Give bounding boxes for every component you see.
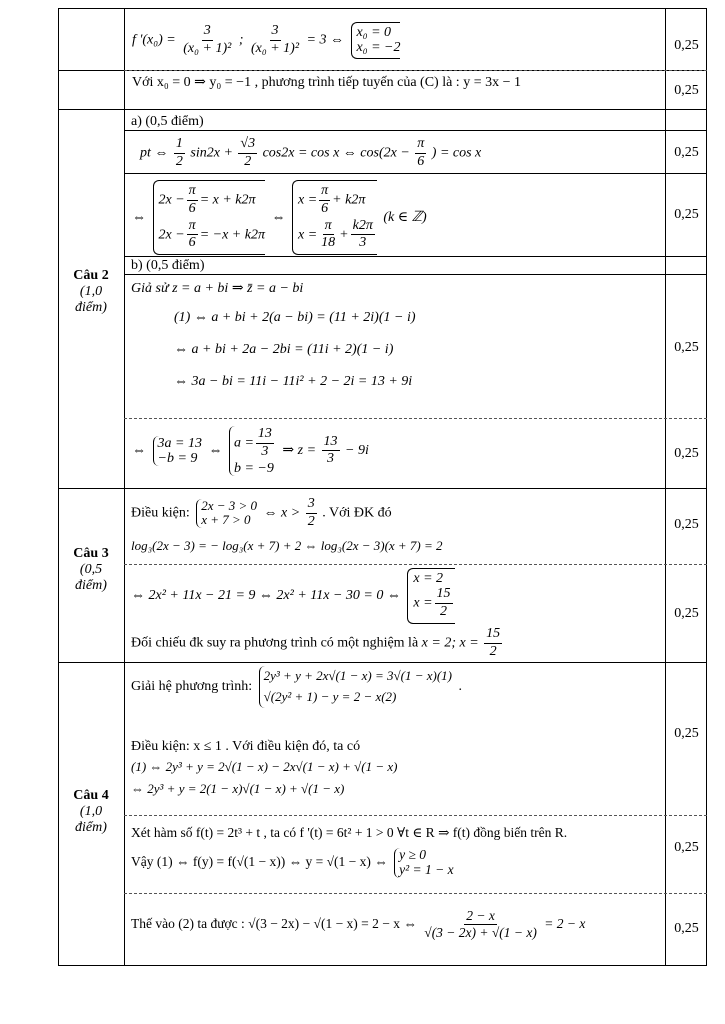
log-condition: Điều kiện: 2x − 3 > 0 x + 7 > 0 ⇔ x > $\frac{3}{2}$ . Với ĐK đó	[131, 496, 392, 529]
score-r2: 0,25	[674, 83, 699, 98]
row-sep	[58, 662, 707, 663]
row-sep-dashed	[124, 564, 707, 565]
complex-step-1: (1) ⇔ a + bi + 2(a − bi) = (11 + 2i)(1 − i)	[174, 310, 416, 325]
complex-step-3: ⇔ 3a − bi = 11i − 11i² + 2 − 2i = 13 + 9i	[174, 374, 413, 389]
row-sep	[124, 256, 707, 257]
substitution-step: Thế vào (2) ta được : √(3 − 2x) − √(1 − x) = 2 − x ⇔ $\frac{2 - x}{√(3 - 2x) + √(1 - x)}$ = 2 − x	[131, 908, 586, 941]
question-2-label: Câu 2 (1,0 điểm)	[73, 268, 109, 316]
row-sep-dashed	[124, 418, 707, 419]
row-sep	[124, 274, 707, 275]
row-sep	[124, 173, 707, 174]
score-r5: 0,25	[674, 340, 699, 355]
row-sep	[58, 109, 707, 110]
system-step-2: ⇔ 2y³ + y = 2(1 − x)√(1 − x) + √(1 − x)	[131, 781, 345, 796]
score-r7: 0,25	[674, 517, 699, 532]
part-a-heading: a) (0,5 điểm)	[131, 114, 204, 129]
row-sep	[58, 488, 707, 489]
tangent-line-text: Với x₀ = 0 ⇒ y₀ = −1 , phương trình tiếp tuyến của (C) là : y = 3x − 1	[132, 75, 521, 90]
log-conclusion: Đối chiếu đk suy ra phương trình có một nghiệm là x = 2; x = $\frac{15}{2}$	[131, 626, 501, 659]
system-condition: Điều kiện: x ≤ 1 . Với điều kiện đó, ta có	[131, 739, 361, 754]
score-r1: 0,25	[674, 38, 699, 53]
table-border-top	[58, 8, 707, 9]
score-r4: 0,25	[674, 207, 699, 222]
trig-solutions: ⇔ 2x − $\frac{\pi}{6}$ = x + k2π 2x − $\frac{\pi}{6}$ = −x + k2π ⇔ x = $\frac{\pi}{6}$ + k2π x = $\frac{\pi}{18}$ + $\frac{k2\pi}{3}$ (k ∈ ℤ)	[132, 180, 427, 255]
row-sep	[124, 130, 707, 131]
table-border-bottom	[58, 965, 707, 966]
row-sep-dashed	[124, 815, 707, 816]
score-r8: 0,25	[674, 606, 699, 621]
question-4-label: Câu 4 (1,0 điểm)	[73, 788, 109, 836]
question-3-label: Câu 3 (0,5 điểm)	[73, 546, 109, 594]
col-divider-2	[665, 8, 666, 966]
complex-assumption: Giả sử z = a + bi ⇒ z̄ = a − bi	[131, 281, 304, 296]
row-sep-dashed	[124, 70, 707, 71]
complex-step-2: ⇔ a + bi + 2a − 2bi = (11i + 2)(1 − i)	[174, 342, 394, 357]
quadratic-equation: ⇔ 2x² + 11x − 21 = 9 ⇔ 2x² + 11x − 30 = 0 ⇔ x = 2 x = $\frac{15}{2}$	[131, 568, 458, 624]
score-r11: 0,25	[674, 921, 699, 936]
function-monotonic: Xét hàm số f(t) = 2t³ + t , ta có f '(t) = 6t² + 1 > 0 ∀t ∈ R ⇒ f(t) đồng biến trên R.	[131, 825, 568, 840]
part-b-heading: b) (0,5 điểm)	[131, 258, 205, 273]
row-sep-dashed	[124, 893, 707, 894]
trig-equation: pt ⇔ $\frac{1}{2}$ sin2x + $\frac{√3}{2}$ cos2x = cos x ⇔ cos(2x − $\frac{\pi}{6}$ ) = cos x	[140, 136, 482, 169]
score-r9: 0,25	[674, 726, 699, 741]
system-step-1: (1) ⇔ 2y³ + y = 2√(1 − x) − 2x√(1 − x) + √(1 − x)	[131, 759, 398, 774]
table-border-right	[706, 8, 707, 966]
score-r10: 0,25	[674, 840, 699, 855]
score-r3: 0,25	[674, 145, 699, 160]
col-divider-1	[124, 8, 125, 966]
score-r6: 0,25	[674, 446, 699, 461]
derivative-equation: f '(x₀) = $\frac{3}{\text{(x₀ + 1)²}}$ ; $\frac{3}{\text{(x₀ + 1)²}}$ = 3 ⇔ x₀ = 0 x₀ = −2	[132, 22, 403, 59]
system-statement: Giải hệ phương trình: 2y³ + y + 2x√(1 − x) = 3√(1 − x)(1) √(2y² + 1) − y = 2 − x(2) .	[131, 666, 462, 708]
log-equation: log₃(2x − 3) = − log₃(x + 7) + 2 ⇔ log₃(2x − 3)(x + 7) = 2	[131, 538, 443, 553]
function-conclusion: Vậy (1) ⇔ f(y) = f(√(1 − x)) ⇔ y = √(1 − x) ⇔ y ≥ 0 y² = 1 − x	[131, 847, 454, 877]
complex-solution: ⇔ 3a = 13 −b = 9 ⇔ a = $\frac{13}{3}$ b = −9 ⇒ z = $\frac{13}{3}$ − 9i	[132, 426, 369, 476]
